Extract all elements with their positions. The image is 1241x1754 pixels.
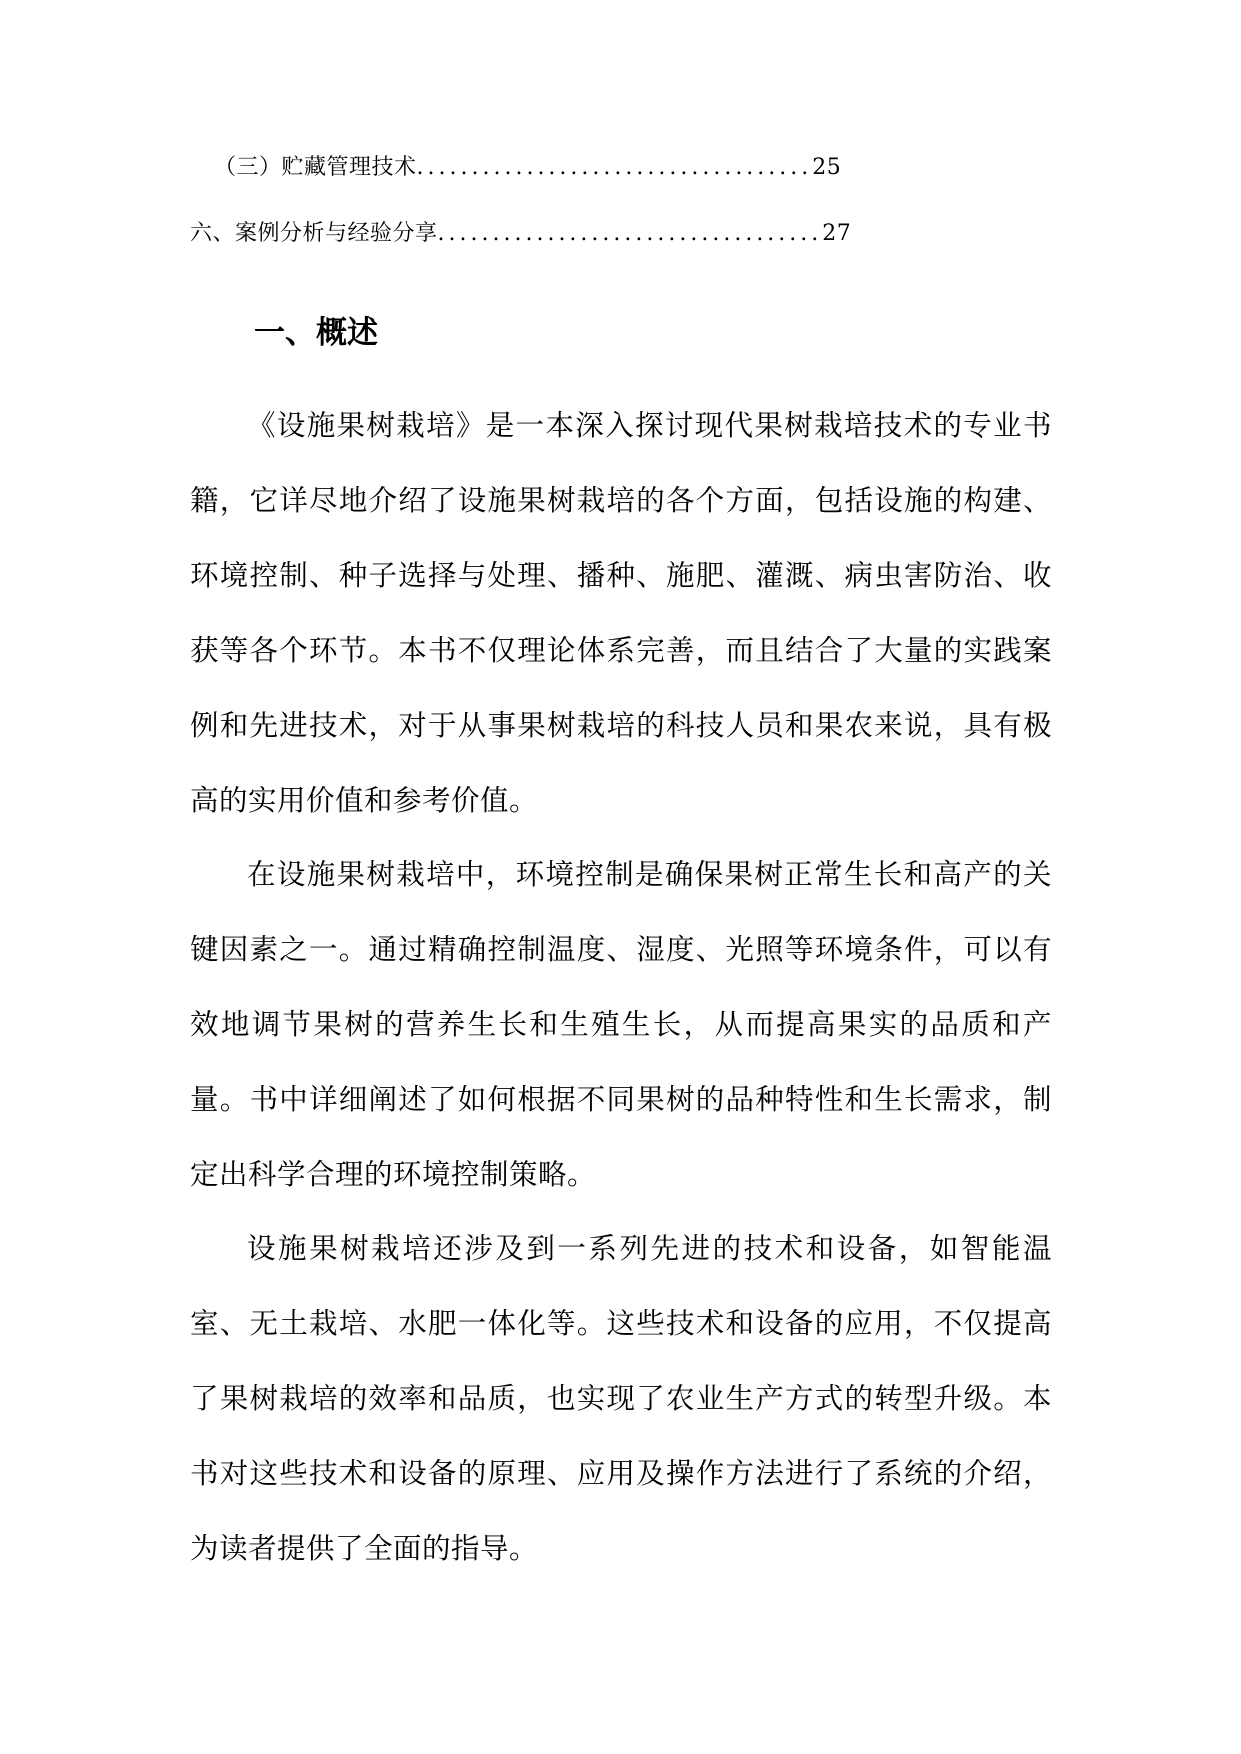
section-heading: 一、概述	[254, 315, 378, 351]
toc-entry-page: 27	[822, 221, 852, 246]
toc-entry[interactable]	[214, 153, 841, 183]
toc-entry-page: 25	[812, 155, 842, 180]
toc-entry-title: 六、案例分析与经验分享	[190, 221, 438, 246]
body-paragraph: 《设施果树栽培》是一本深入探讨现代果树栽培技术的专业书籍，它详尽地介绍了设施果树栽培的各个方面，包括设施的构建、环境控制、种子选择与处理、播种、施肥、灌溉、病虫害防治、收获等各个环节。本书不仅理论体系完善，而且结合了大量的实践案例和先进技术，对于从事果树栽培的科技人员和果农来说，具有极高的实用价值和参考价值。	[190, 409, 1052, 817]
toc-entry-title: （三）贮藏管理技术	[214, 155, 417, 180]
toc-leader-dots: ....................................	[416, 155, 813, 180]
body-paragraph: 设施果树栽培还涉及到一系列先进的技术和设备，如智能温室、无土栽培、水肥一体化等。这些技术和设备的应用，不仅提高了果树栽培的效率和品质，也实现了农业生产方式的转型升级。本书对这些技术和设备的原理、应用及操作方法进行了系统的介绍，为读者提供了全面的指导。	[190, 1232, 1052, 1565]
toc-entry[interactable]	[190, 219, 851, 249]
toc-leader-dots: ...................................	[437, 221, 823, 246]
body-paragraph: 在设施果树栽培中，环境控制是确保果树正常生长和高产的关键因素之一。通过精确控制温度、湿度、光照等环境条件，可以有效地调节果树的营养生长和生殖生长，从而提高果实的品质和产量。书中详细阐述了如何根据不同果树的品种特性和生长需求，制定出科学合理的环境控制策略。	[190, 858, 1052, 1191]
